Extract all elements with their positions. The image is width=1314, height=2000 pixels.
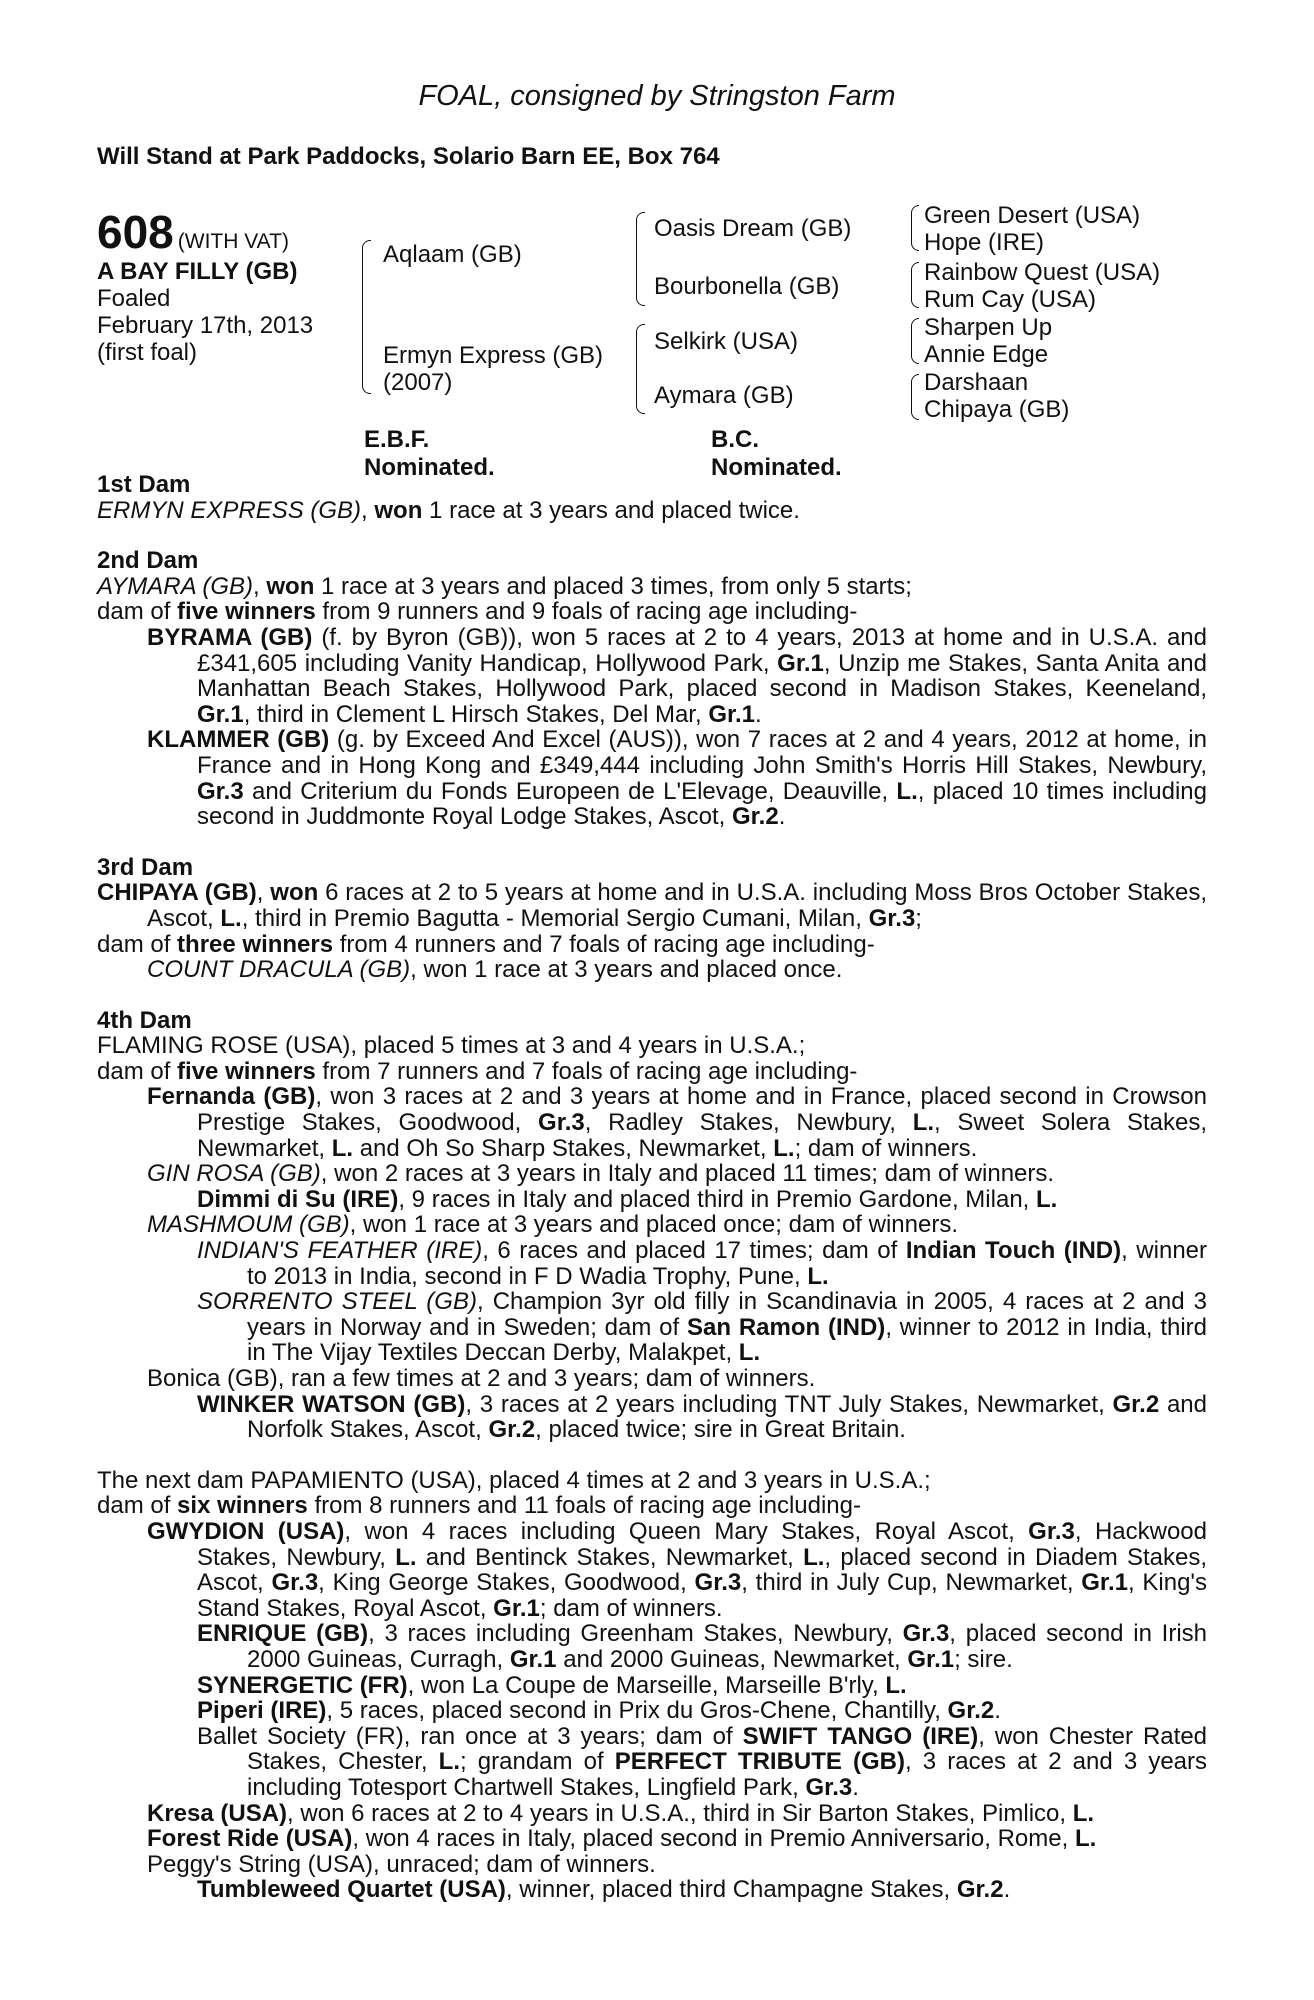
produce-entry: INDIAN'S FEATHER (IRE), 6 races and placed 17 times; dam of Indian Touch (IND), winner to 2013 in India, second in F D Wadia Trophy, Pune, L.: [197, 1237, 1208, 1290]
first-dam-record: ERMYN EXPRESS (GB), won 1 race at 3 years and placed twice.: [97, 496, 800, 524]
pedigree-g8: Chipaya (GB): [924, 396, 1070, 423]
page-title: FOAL, consigned by Stringston Farm: [418, 80, 896, 112]
pedigree-g6: Annie Edge: [924, 341, 1049, 368]
produce-entry: BYRAMA (GB) (f. by Byron (GB)), won 5 races at 2 to 4 years, 2013 at home and in U.S.A. and £341,605 including Vanity Handicap, Hollywood Park, Gr.1, Unzip me Stakes, Santa Anita and Manhattan Beach Stakes, Hollywood Park, placed second in Madison Stakes, Keeneland, Gr.1, third in Clement L Hirsch Stakes, Del Mar, Gr.1.: [147, 623, 1207, 728]
lot-name: A BAY FILLY (GB): [97, 258, 298, 285]
next-dam-section: [97, 1468, 1207, 1903]
produce-entry: COUNT DRACULA (GB), won 1 race at 3 years and placed once.: [147, 956, 843, 984]
vat-label: (WITH VAT): [177, 230, 289, 253]
next-dam-record: The next dam PAPAMIENTO (USA), placed 4 times at 2 and 3 years in U.S.A.;: [97, 1466, 931, 1494]
pedigree-bracket: [636, 212, 645, 306]
pedigree-bracket: [362, 240, 371, 394]
produce-entry: GIN ROSA (GB), won 2 races at 3 years in Italy and placed 11 times; dam of winners.: [147, 1160, 1055, 1188]
pedigree-bracket: [911, 374, 919, 420]
produce-summary: dam of five winners from 7 runners and 7 foals of racing age including-: [97, 1057, 858, 1085]
pedigree-dam-year: (2007): [383, 369, 453, 396]
pedigree-bracket: [911, 262, 919, 308]
produce-entry: ENRIQUE (GB), 3 races including Greenham Stakes, Newbury, Gr.3, placed second in Irish 2000 Guineas, Curragh, Gr.1 and 2000 Guineas, Newmarket, Gr.1; sire.: [197, 1620, 1207, 1673]
produce-entry: Forest Ride (USA), won 4 races in Italy, placed second in Premio Anniversario, Rome, L.: [147, 1825, 1097, 1853]
lot-number: 608: [97, 206, 174, 258]
produce-summary: dam of six winners from 8 runners and 11 foals of racing age including-: [97, 1492, 861, 1520]
foal-note: (first foal): [97, 339, 198, 366]
fourth-dam-section: [97, 1008, 1207, 1443]
second-dam-record: AYMARA (GB), won 1 race at 3 years and placed 3 times, from only 5 starts;: [97, 572, 912, 600]
pedigree-bracket: [911, 318, 919, 364]
pedigree-bracket: [636, 324, 645, 414]
section-heading: 3rd Dam: [97, 853, 194, 881]
produce-entry: Tumbleweed Quartet (USA), winner, placed third Champagne Stakes, Gr.2.: [197, 1876, 1011, 1904]
pedigree-sire-dam: Bourbonella (GB): [654, 273, 840, 300]
pedigree-g3: Rainbow Quest (USA): [924, 259, 1161, 286]
pedigree-sire: Aqlaam (GB): [383, 241, 522, 268]
lot-info: [97, 258, 313, 366]
ebf-nominated: E.B.F. Nominated.: [364, 426, 495, 481]
produce-entry: KLAMMER (GB) (g. by Exceed And Excel (AUS)), won 7 races at 2 and 4 years, 2012 at home, in France and in Hong Kong and £349,444 including John Smith's Horris Hill Stakes, Newbury, Gr.3 and Criterium du Fonds Europeen de L'Elevage, Deauville, L., placed 10 times including second in Juddmonte Royal Lodge Stakes, Ascot, Gr.2.: [147, 726, 1207, 831]
pedigree-dam-sire: Selkirk (USA): [654, 328, 799, 355]
first-dam-section: [97, 472, 1207, 523]
produce-entry: SYNERGETIC (FR), won La Coupe de Marseille, Marseille B'rly, L.: [197, 1671, 907, 1699]
produce-entry: Kresa (USA), won 6 races at 2 to 4 years in U.S.A., third in Sir Barton Stakes, Pimlico, L.: [147, 1799, 1095, 1827]
pedigree-g4: Rum Cay (USA): [924, 286, 1097, 313]
pedigree-bracket: [911, 205, 919, 251]
produce-summary: dam of five winners from 9 runners and 9 foals of racing age including-: [97, 598, 858, 626]
section-heading: 2nd Dam: [97, 547, 199, 575]
pedigree-sire-sire: Oasis Dream (GB): [654, 215, 852, 242]
pedigree-g1: Green Desert (USA): [924, 202, 1141, 229]
section-heading: 1st Dam: [97, 471, 191, 498]
section-heading: 4th Dam: [97, 1006, 192, 1034]
produce-entry: Dimmi di Su (IRE), 9 races in Italy and placed third in Premio Gardone, Milan, L.: [197, 1185, 1058, 1213]
pedigree-dam-dam: Aymara (GB): [654, 382, 794, 409]
second-dam-section: [97, 548, 1207, 830]
foaled-date: February 17th, 2013: [97, 312, 314, 339]
foaled-label: Foaled: [97, 285, 171, 312]
fourth-dam-record: FLAMING ROSE (USA), placed 5 times at 3 and 4 years in U.S.A.;: [97, 1032, 806, 1060]
produce-entry: Peggy's String (USA), unraced; dam of winners.: [147, 1850, 656, 1878]
produce-entry: Piperi (IRE), 5 races, placed second in Prix du Gros-Chene, Chantilly, Gr.2.: [197, 1697, 1001, 1725]
produce-summary: dam of three winners from 4 runners and 7 foals of racing age including-: [97, 930, 875, 958]
pedigree-g5: Sharpen Up: [924, 314, 1053, 341]
third-dam-record: CHIPAYA (GB), won 6 races at 2 to 5 years at home and in U.S.A. including Moss Bros October Stakes, Ascot, L., third in Premio Bagutta - Memorial Sergio Cumani, Milan, Gr.3;: [97, 879, 1207, 932]
third-dam-section: [97, 855, 1207, 983]
produce-entry: Ballet Society (FR), ran once at 3 years; dam of SWIFT TANGO (IRE), won Chester Rated Stakes, Chester, L.; grandam of PERFECT TRIBUTE (GB), 3 races at 2 and 3 years including Totesport Chartwell Stakes, Lingfield Park, Gr.3.: [197, 1722, 1208, 1801]
bc-nominated: B.C. Nominated.: [711, 426, 842, 481]
stand-location: Will Stand at Park Paddocks, Solario Barn EE, Box 764: [97, 143, 720, 170]
produce-entry: WINKER WATSON (GB), 3 races at 2 years including TNT July Stakes, Newmarket, Gr.2 and Norfolk Stakes, Ascot, Gr.2, placed twice; sire in Great Britain.: [197, 1390, 1207, 1444]
pedigree-g2: Hope (IRE): [924, 229, 1045, 256]
produce-entry: MASHMOUM (GB), won 1 race at 3 years and placed once; dam of winners.: [147, 1211, 958, 1239]
produce-entry: Bonica (GB), ran a few times at 2 and 3 years; dam of winners.: [147, 1365, 816, 1392]
lot-number-block: [97, 205, 289, 259]
produce-entry: SORRENTO STEEL (GB), Champion 3yr old filly in Scandinavia in 2005, 4 races at 2 and 3 years in Norway and in Sweden; dam of San Ramon (IND), winner to 2012 in India, third in The Vijay Textiles Deccan Derby, Malakpet, L.: [197, 1288, 1208, 1367]
family-notes: [97, 472, 1207, 1928]
produce-entry: GWYDION (USA), won 4 races including Queen Mary Stakes, Royal Ascot, Gr.3, Hackwood Stakes, Newbury, L. and Bentinck Stakes, Newmarket, L., placed second in Diadem Stakes, Ascot, Gr.3, King George Stakes, Goodwood, Gr.3, third in July Cup, Newmarket, Gr.1, King's Stand Stakes, Royal Ascot, Gr.1; dam of winners.: [147, 1517, 1208, 1622]
pedigree-g7: Darshaan: [924, 369, 1029, 396]
pedigree-dam: Ermyn Express (GB): [383, 342, 604, 369]
produce-entry: Fernanda (GB), won 3 races at 2 and 3 years at home and in France, placed second in Crowson Prestige Stakes, Goodwood, Gr.3, Radley Stakes, Newbury, L., Sweet Solera Stakes, Newmarket, L. and Oh So Sharp Stakes, Newmarket, L.; dam of winners.: [147, 1083, 1208, 1162]
